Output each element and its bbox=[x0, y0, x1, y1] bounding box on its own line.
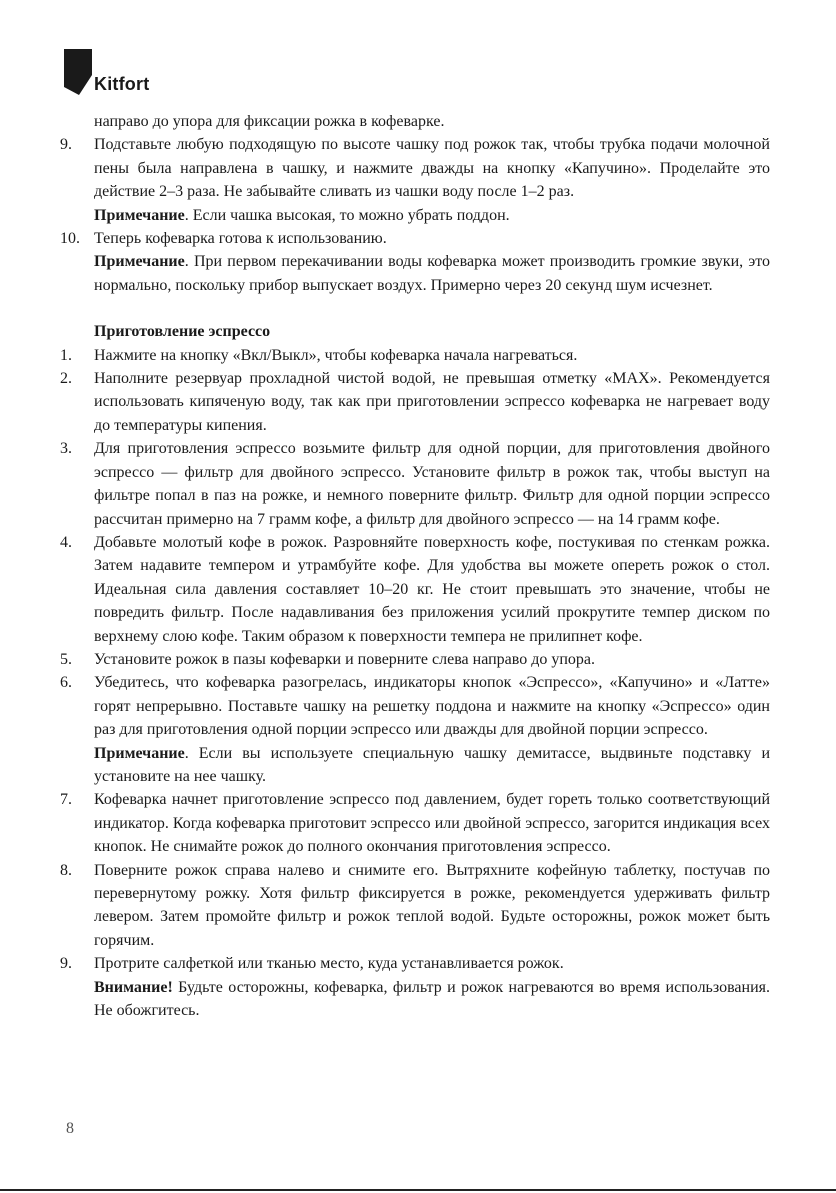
note-text: . При первом перекачивании воды кофеварка может производить громкие звуки, это нормально, поскольку прибор выпускает воздух. Примерно через 20 секунд шум исчезнет. bbox=[94, 253, 770, 294]
pre-step-10 bbox=[60, 227, 770, 250]
continuation-text: направо до упора для фиксации рожка в кофеварке. bbox=[94, 113, 445, 130]
page-bottom-border bbox=[0, 1189, 836, 1191]
step-text: Добавьте молотый кофе в рожок. Разровняйте поверхность кофе, постукивая по стенкам рожка. Затем надавите темпером и утрамбуйте кофе. Для удобства вы можете опереть рожок о стол. Идеальная сила давления составляет 10–20 кг. Не стоит превышать это значение, чтобы не повредить фильтр. После надавливания без приложения усилий прокрутите темпер диском по верхнему слою кофе. Таким образом к поверхности темпера не прилипнет кофе. bbox=[94, 533, 770, 645]
step-1 bbox=[60, 344, 770, 367]
step-text: Теперь кофеварка готова к использованию. bbox=[94, 230, 387, 248]
note-label: Примечание bbox=[94, 744, 185, 762]
warning-text: Будьте осторожны, кофеварка, фильтр и рожок нагреваются во время использования. Не обожгитесь. bbox=[94, 978, 770, 1020]
note-label: Примечание bbox=[94, 253, 185, 271]
page-number: 8 bbox=[66, 1120, 74, 1137]
step-number: 2. bbox=[60, 370, 72, 388]
step-5 bbox=[60, 648, 770, 671]
step-number: 5. bbox=[60, 650, 72, 668]
warning-label: Внимание! bbox=[94, 978, 173, 996]
step-number: 6. bbox=[60, 674, 72, 692]
step-number: 9. bbox=[60, 136, 72, 154]
step-warning bbox=[60, 976, 770, 1023]
note-label: Примечание bbox=[94, 206, 185, 224]
step-number: 1. bbox=[60, 346, 72, 364]
step-note bbox=[60, 204, 770, 227]
step-text: Убедитесь, что кофеварка разогрелась, индикаторы кнопок «Эспрессо», «Капучино» и «Латте» горят непрерывно. Поставьте чашку на решетку поддона и нажмите на кнопку «Эспрессо» один раз для приготовления одной порции эспрессо или дважды для двойной порции эспрессо. bbox=[94, 674, 770, 739]
step-note bbox=[60, 250, 770, 297]
section-title: Приготовление эспрессо bbox=[94, 323, 271, 341]
step-text: Для приготовления эспрессо возьмите фильтр для одной порции, для приготовления двойного эспрессо — фильтр для двойного эспрессо. Установите фильтр в рожок так, чтобы выступ на фильтре попал в паз на рожке, и немного поверните фильтр. Фильтр для одной порции эспрессо рассчитан примерно на 7 грамм кофе, а фильтр для двойного эспрессо — на 14 грамм кофе. bbox=[94, 440, 770, 528]
step-text: Установите рожок в пазы кофеварки и поверните слева направо до упора. bbox=[94, 650, 596, 668]
step-number: 4. bbox=[60, 533, 72, 551]
step-4 bbox=[60, 531, 770, 648]
step-number: 10. bbox=[60, 230, 80, 248]
step-number: 3. bbox=[60, 440, 72, 458]
step-7 bbox=[60, 788, 770, 858]
brand-name: Kitfort bbox=[94, 74, 150, 94]
kitfort-logo-icon bbox=[64, 49, 92, 95]
step-9 bbox=[60, 952, 770, 975]
step-2 bbox=[60, 367, 770, 437]
pre-step-9 bbox=[60, 133, 770, 203]
document-body bbox=[60, 110, 770, 1022]
step-text: Подставьте любую подходящую по высоте чашку под рожок так, чтобы трубка подачи молочной пены была направлена в чашку, и нажмите дважды на кнопку «Капучино». Проделайте это действие 2–3 раза. Не забывайте сливать из чашки воду после 1–2 раз. bbox=[94, 136, 770, 201]
note-text: . Если чашка высокая, то можно убрать поддон. bbox=[184, 206, 510, 224]
step-text: Поверните рожок справа налево и снимите его. Вытряхните кофейную таблетку, постучав по перевернутому рожку. Хотя фильтр фиксируется в рожке, рекомендуется удерживать фильтр левером. Затем промойте фильтр и рожок теплой водой. Будьте осторожны, рожок может быть горячим. bbox=[94, 861, 770, 949]
step-number: 7. bbox=[60, 791, 72, 809]
step-text: Кофеварка начнет приготовление эспрессо под давлением, будет гореть только соответствующий индикатор. Когда кофеварка приготовит эспрессо или двойной эспрессо, загорится индикация всех кнопок. Не снимайте рожок до полного окончания приготовления эспрессо. bbox=[94, 791, 770, 856]
step-3 bbox=[60, 437, 770, 531]
step-number: 9. bbox=[60, 955, 72, 973]
step-text: Протрите салфеткой или тканью место, куда устанавливается рожок. bbox=[94, 955, 564, 973]
step-text: Нажмите на кнопку «Вкл/Выкл», чтобы кофеварка начала нагреваться. bbox=[94, 346, 578, 364]
step-text: Наполните резервуар прохладной чистой водой, не превышая отметку «MAX». Рекомендуется использовать кипяченую воду, так как при приготовлении эспрессо кофеварка не нагревает воду до температуры кипения. bbox=[94, 370, 770, 434]
step-6 bbox=[60, 671, 770, 741]
note-text: . Если вы используете специальную чашку демитассе, выдвиньте подставку и установите на нее чашку. bbox=[94, 744, 770, 785]
step-number: 8. bbox=[60, 861, 72, 879]
step-8 bbox=[60, 859, 770, 953]
step-note bbox=[60, 742, 770, 789]
